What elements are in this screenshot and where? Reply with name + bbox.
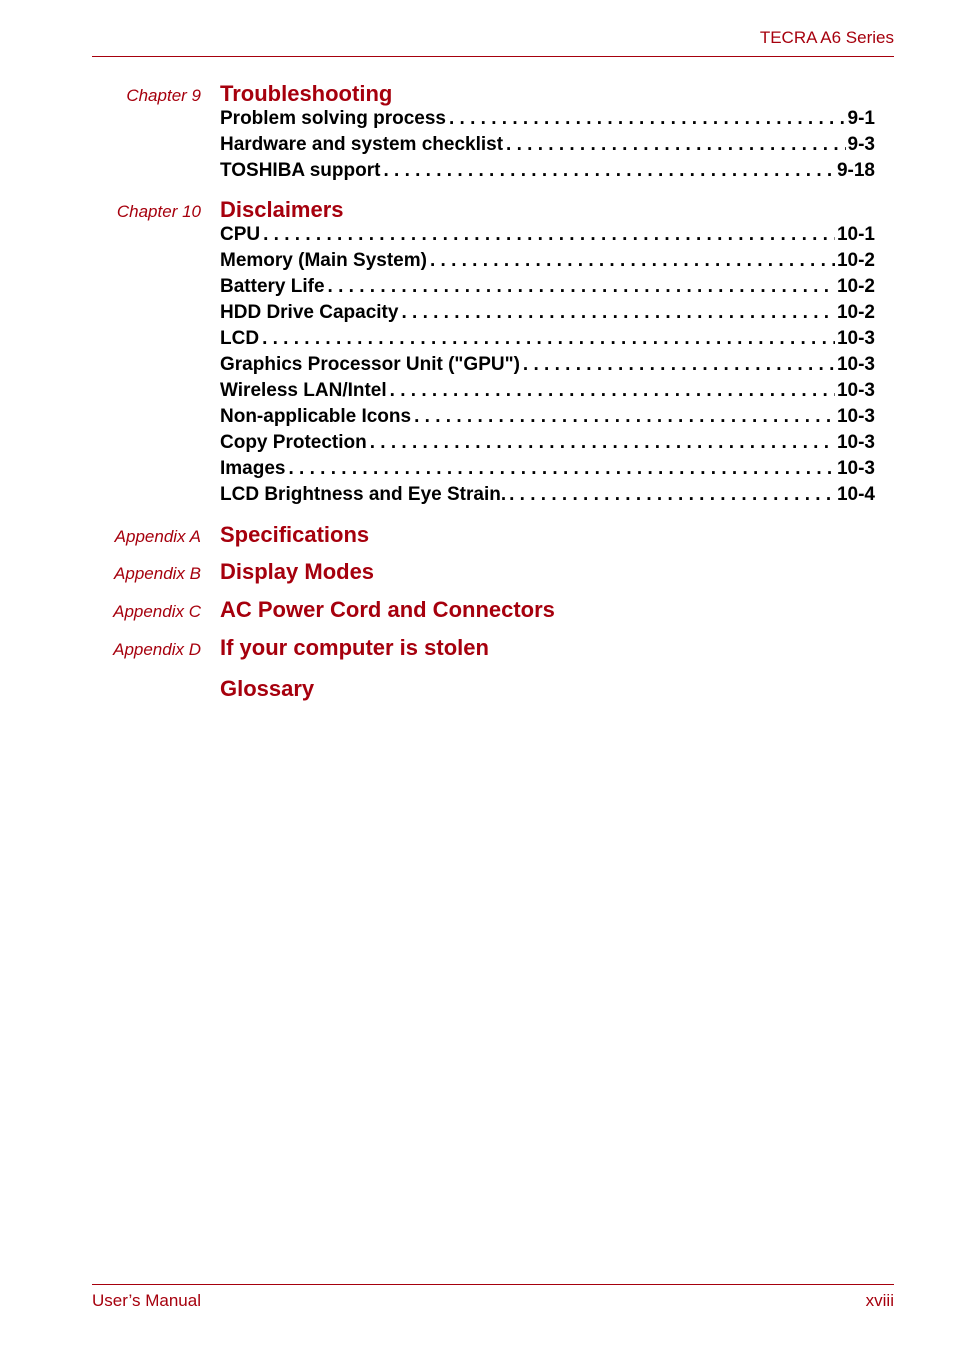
appendix-b-label: Appendix B bbox=[114, 564, 201, 583]
toc-entry-title: Problem solving process bbox=[220, 108, 446, 129]
appendix-a-label: Appendix A bbox=[114, 527, 201, 546]
running-header-title: TECRA A6 Series bbox=[759, 28, 894, 47]
toc-entry-title: Memory (Main System) bbox=[220, 250, 427, 271]
toc-entry[interactable] bbox=[220, 484, 875, 510]
toc-entry-page: 10-2 bbox=[836, 302, 875, 323]
dot-leader bbox=[370, 432, 835, 454]
toc-entry[interactable] bbox=[220, 302, 875, 328]
dot-leader bbox=[328, 276, 835, 298]
dot-leader bbox=[288, 458, 834, 480]
toc-entry-page: 10-3 bbox=[836, 328, 875, 349]
footer-divider bbox=[92, 1284, 894, 1285]
toc-entry-title: TOSHIBA support bbox=[220, 160, 381, 181]
dot-leader bbox=[449, 108, 846, 130]
toc-entry[interactable] bbox=[220, 406, 875, 432]
dot-leader bbox=[509, 484, 835, 506]
appendix-d-title[interactable]: If your computer is stolen bbox=[220, 635, 489, 660]
toc-entry[interactable] bbox=[220, 134, 875, 160]
toc-entry-title: Wireless LAN/Intel bbox=[220, 380, 387, 401]
toc-entry-page: 9-3 bbox=[847, 134, 875, 155]
toc-entry[interactable] bbox=[220, 276, 875, 302]
toc-entry[interactable] bbox=[220, 250, 875, 276]
toc-entry-page: 9-1 bbox=[847, 108, 875, 129]
toc-entry-title: Images bbox=[220, 458, 286, 479]
dot-leader bbox=[506, 134, 846, 156]
appendix-c-label: Appendix C bbox=[113, 602, 201, 621]
appendix-b-title[interactable]: Display Modes bbox=[220, 559, 375, 584]
toc-entry-page: 9-18 bbox=[836, 160, 875, 181]
toc-entry[interactable] bbox=[220, 458, 875, 484]
toc-entry-title: Battery Life bbox=[220, 276, 325, 297]
toc-entry-page: 10-4 bbox=[836, 484, 875, 505]
header-divider bbox=[92, 56, 894, 57]
toc-entry-title: CPU bbox=[220, 224, 261, 245]
dot-leader bbox=[262, 328, 835, 350]
footer-manual-name: User’s Manual bbox=[92, 1291, 201, 1310]
toc-entry-page: 10-3 bbox=[836, 458, 875, 479]
toc-entry-page: 10-3 bbox=[836, 380, 875, 401]
toc-entry[interactable] bbox=[220, 432, 875, 458]
toc-entry[interactable] bbox=[220, 328, 875, 354]
dot-leader bbox=[401, 302, 835, 324]
toc-entry-title: Graphics Processor Unit ("GPU") bbox=[220, 354, 520, 375]
footer-page-number: xviii bbox=[865, 1291, 894, 1310]
toc-entry-page: 10-2 bbox=[836, 276, 875, 297]
toc-entry-page: 10-3 bbox=[836, 354, 875, 375]
glossary-title[interactable]: Glossary bbox=[220, 676, 315, 701]
dot-leader bbox=[430, 250, 835, 272]
toc-entry[interactable] bbox=[220, 354, 875, 380]
toc-entry-title: LCD Brightness and Eye Strain. bbox=[220, 484, 507, 505]
toc-entry[interactable] bbox=[220, 108, 875, 134]
dot-leader bbox=[414, 406, 835, 428]
chapter-10-label: Chapter 10 bbox=[116, 202, 201, 221]
dot-leader bbox=[383, 160, 835, 182]
dot-leader bbox=[390, 380, 835, 402]
toc-entry-page: 10-2 bbox=[836, 250, 875, 271]
toc-entry-page: 10-3 bbox=[836, 406, 875, 427]
appendix-a-title[interactable]: Specifications bbox=[220, 522, 370, 547]
appendix-c-title[interactable]: AC Power Cord and Connectors bbox=[220, 597, 555, 622]
toc-entry[interactable] bbox=[220, 224, 875, 250]
toc-entry-title: Non-applicable Icons bbox=[220, 406, 412, 427]
dot-leader bbox=[263, 224, 835, 246]
toc-entry-page: 10-3 bbox=[836, 432, 875, 453]
toc-entry-page: 10-1 bbox=[836, 224, 875, 245]
toc-entry-title: Hardware and system checklist bbox=[220, 134, 504, 155]
toc-entry[interactable] bbox=[220, 380, 875, 406]
appendix-d-label: Appendix D bbox=[113, 640, 201, 659]
toc-entry-title: LCD bbox=[220, 328, 260, 349]
dot-leader bbox=[523, 354, 835, 376]
chapter-10-title[interactable]: Disclaimers bbox=[220, 197, 344, 222]
toc-entry[interactable] bbox=[220, 160, 875, 186]
chapter-9-title[interactable]: Troubleshooting bbox=[220, 81, 393, 106]
chapter-9-label: Chapter 9 bbox=[126, 86, 201, 105]
toc-entry-title: Copy Protection bbox=[220, 432, 367, 453]
toc-entry-title: HDD Drive Capacity bbox=[220, 302, 399, 323]
